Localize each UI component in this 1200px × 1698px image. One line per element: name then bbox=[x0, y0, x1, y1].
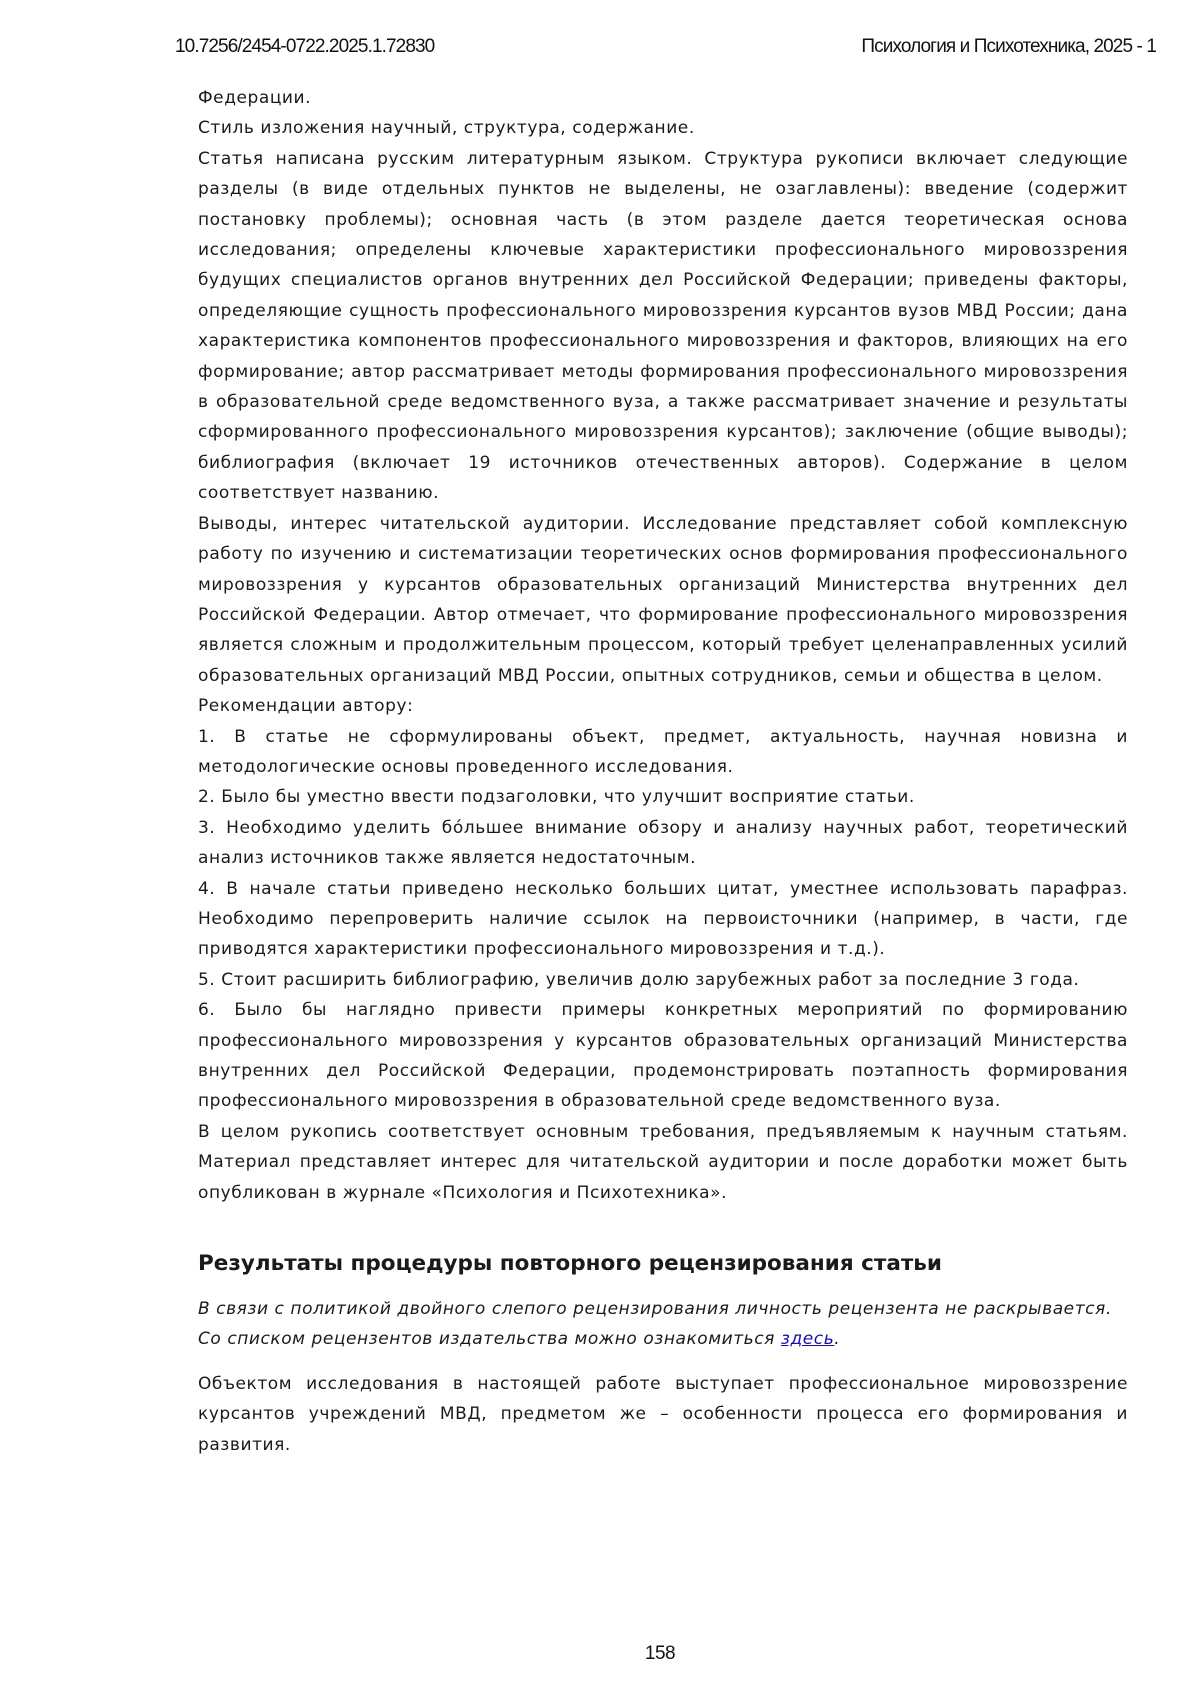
paragraph: Объектом исследования в настоящей работе выступает профессиональное мировоззрение курсантов учреждений МВД, предметом же – особенности процесса его формирования и развития. bbox=[198, 1369, 1128, 1460]
recommendation-item: 5. Стоит расширить библиографию, увеличив долю зарубежных работ за последние 3 года. bbox=[198, 965, 1128, 995]
paragraph: В целом рукопись соответствует основным требования, предъявляемым к научным статьям. Материал представляет интерес для читательской аудитории и после доработки может быть опубликован в журнале «Психология и Психотехника». bbox=[198, 1117, 1128, 1208]
review-notice: В связи с политикой двойного слепого рецензирования личность рецензента не раскрывается. bbox=[198, 1294, 1128, 1324]
paragraph: Рекомендации автору: bbox=[198, 691, 1128, 721]
paragraph: Выводы, интерес читательской аудитории. Исследование представляет собой комплексную работу по изучению и систематизации теоретических основ формирования профессионального мировоззрения у курсантов образовательных организаций Министерства внутренних дел Российской Федерации. Автор отмечает, что формирование профессионального мировоззрения является сложным и продолжительным процессом, который требует целенаправленных усилий образовательных организаций МВД России, опытных сотрудников, семьи и общества в целом. bbox=[198, 509, 1128, 691]
recommendation-item: 6. Было бы наглядно привести примеры конкретных мероприятий по формированию профессионального мировоззрения у курсантов образовательных организаций Министерства внутренних дел Российской Федерации, продемонстрировать поэтапность формирования профессионального мировоззрения в образовательной среде ведомственного вуза. bbox=[198, 995, 1128, 1117]
recommendation-item: 3. Необходимо уделить бóльшее внимание обзору и анализу научных работ, теоретический анализ источников также является недостаточным. bbox=[198, 813, 1128, 874]
article-body bbox=[198, 83, 1128, 1460]
paragraph: Стиль изложения научный, структура, содержание. bbox=[198, 113, 1128, 143]
recommendation-item: 4. В начале статьи приведено несколько больших цитат, уместнее использовать парафраз. Необходимо перепроверить наличие ссылок на первоисточники (например, в части, где приводятся характеристики профессионального мировоззрения и т.д.). bbox=[198, 874, 1128, 965]
paragraph: Статья написана русским литературным языком. Структура рукописи включает следующие разделы (в виде отдельных пунктов не выделены, не озаглавлены): введение (содержит постановку проблемы); основная часть (в этом разделе дается теоретическая основа исследования; определены ключевые характеристики профессионального мировоззрения будущих специалистов органов внутренних дел Российской Федерации; приведены факторы, определяющие сущность профессионального мировоззрения курсантов вузов МВД России; дана характеристика компонентов профессионального мировоззрения и факторов, влияющих на его формирование; автор рассматривает методы формирования профессионального мировоззрения в образовательной среде ведомственного вуза, а также рассматривает значение и результаты сформированного профессионального мировоззрения курсантов); заключение (общие выводы); библиография (включает 19 источников отечественных авторов). Содержание в целом соответствует названию. bbox=[198, 144, 1128, 509]
recommendation-item: 2. Было бы уместно ввести подзаголовки, что улучшит восприятие статьи. bbox=[198, 782, 1128, 812]
reviewers-line bbox=[198, 1324, 1128, 1354]
page-number: 158 bbox=[0, 1643, 1200, 1665]
section-heading: Результаты процедуры повторного рецензирования статьи bbox=[198, 1248, 1128, 1280]
reviewers-end: . bbox=[834, 1329, 840, 1349]
journal-title: Психология и Психотехника, 2025 - 1 bbox=[861, 36, 1156, 58]
reviewers-link[interactable]: здесь bbox=[781, 1329, 834, 1349]
paragraph: Федерации. bbox=[198, 83, 1128, 113]
article-doi: 10.7256/2454-0722.2025.1.72830 bbox=[175, 36, 434, 58]
reviewers-text: Со списком рецензентов издательства можно ознакомиться bbox=[198, 1329, 781, 1349]
recommendation-item: 1. В статье не сформулированы объект, предмет, актуальность, научная новизна и методологические основы проведенного исследования. bbox=[198, 722, 1128, 783]
